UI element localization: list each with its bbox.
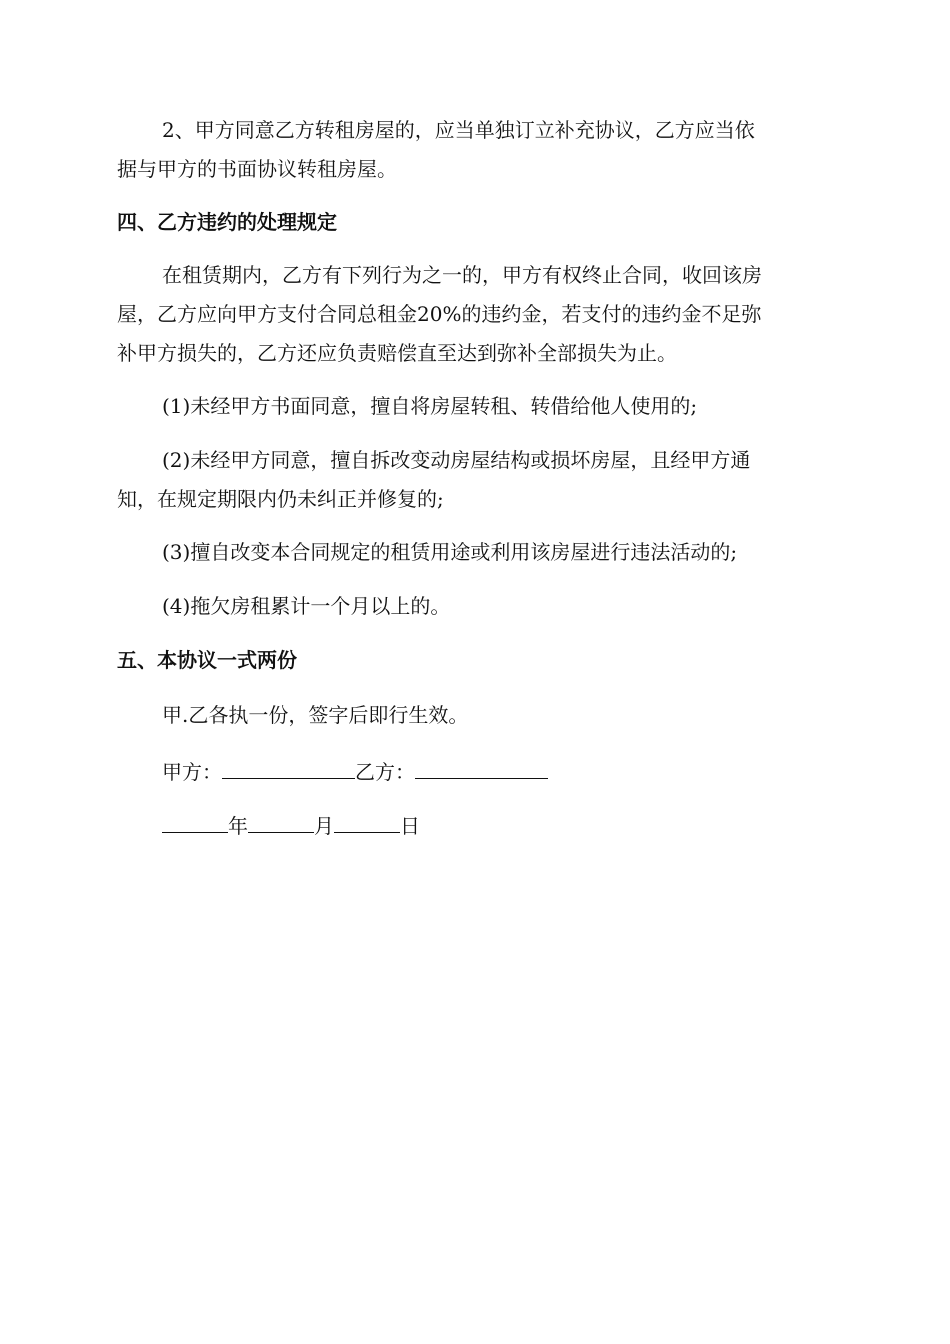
violation-item-1: (1)未经甲方书面同意，擅自将房屋转租、转借给他人使用的;: [162, 394, 698, 418]
day-label: 日: [400, 814, 420, 838]
section-4-intro-line-2: 屋，乙方应向甲方支付合同总租金20%的违约金，若支付的违约金不足弥: [117, 302, 762, 326]
month-blank: [248, 812, 314, 833]
party-b-label: 乙方：: [355, 760, 415, 784]
section-5-text: 甲.乙各执一份，签字后即行生效。: [162, 703, 469, 727]
year-blank: [162, 812, 228, 833]
clause-3-item-2-line-1: 2、甲方同意乙方转租房屋的，应当单独订立补充协议，乙方应当依: [162, 118, 755, 142]
section-5-heading: 五、本协议一式两份: [117, 648, 297, 672]
clause-3-item-2-line-2: 据与甲方的书面协议转租房屋。: [117, 157, 397, 181]
section-4-heading: 四、乙方违约的处理规定: [117, 210, 337, 234]
violation-item-4: (4)拖欠房租累计一个月以上的。: [162, 594, 451, 618]
day-blank: [334, 812, 400, 833]
violation-item-3: (3)擅自改变本合同规定的租赁用途或利用该房屋进行违法活动的;: [162, 540, 738, 564]
party-a-label: 甲方：: [162, 760, 222, 784]
month-label: 月: [314, 814, 334, 838]
section-4-intro-line-1: 在租赁期内，乙方有下列行为之一的，甲方有权终止合同，收回该房: [162, 263, 762, 287]
violation-item-2-line-2: 知，在规定期限内仍未纠正并修复的;: [117, 487, 444, 511]
signature-parties-row: [162, 758, 548, 784]
party-b-signature-blank: [415, 758, 548, 779]
violation-item-2-line-1: (2)未经甲方同意，擅自拆改变动房屋结构或损坏房屋，且经甲方通: [162, 448, 751, 472]
year-label: 年: [228, 814, 248, 838]
signature-date-row: [162, 812, 420, 838]
party-a-signature-blank: [222, 758, 355, 779]
section-4-intro-line-3: 补甲方损失的，乙方还应负责赔偿直至达到弥补全部损失为止。: [117, 341, 677, 365]
